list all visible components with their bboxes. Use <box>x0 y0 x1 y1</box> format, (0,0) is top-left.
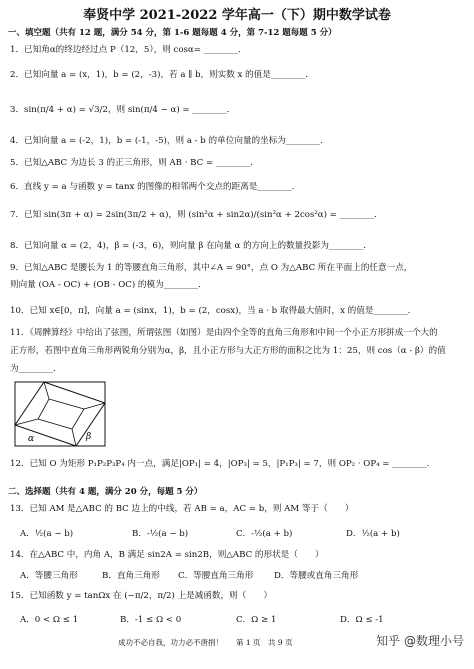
question-11-line1: 11．《周髀算经》中给出了弦图，所谓弦图（如图）是由四个全等的直角三角形和中间一个小正方形拼成一个大的 <box>10 328 438 338</box>
watermark: 知乎 @数理小号 <box>376 634 464 648</box>
question-7: 7．已知 sin(3π + α) = 2sin(3π/2 + α)，则 (sin²α + sin2α)/(sin²α + 2cos²α) = ________． <box>10 210 383 220</box>
question-15: 15．已知函数 y = tanΩx 在 (−π/2，π/2) 上是减函数，则（ ） <box>10 591 273 601</box>
question-13: 13．已知 AM 是△ABC 的 BC 边上的中线，若 AB = a，AC = b，则 AM 等于（ ） <box>10 504 354 514</box>
q14-option-b: B．直角三角形 <box>102 571 160 581</box>
question-1: 1．已知角α的终边经过点 P（12，5），则 cosα= ________． <box>10 45 247 55</box>
footer-motto: 成功不必自我，功力必不唐捐！ <box>118 638 223 647</box>
string-diagram-figure <box>14 381 106 447</box>
q14-option-c: C．等腰直角三角形 <box>178 571 254 581</box>
question-14: 14．在△ABC 中，内角 A，B 满足 sin2A = sin2B，则△ABC 的形状是（ ） <box>10 550 324 560</box>
question-5: 5．已知△ABC 为边长 3 的正三角形，则 AB · BC = ________． <box>10 158 259 168</box>
question-10: 10．已知 x∈[0，π]，向量 a = (sinx，1)，b = (2，cosx)，当 a · b 取得最大值时，x 的值是________． <box>10 306 417 316</box>
figure-label-beta: β <box>86 432 92 442</box>
q15-option-b: B．-1 ≤ Ω < 0 <box>120 615 182 625</box>
q13-option-a: A．½(a − b) <box>20 529 74 539</box>
question-6: 6．直线 y = a 与函数 y = tanx 的图像的相邻两个交点的距离是________． <box>10 182 301 192</box>
question-11-line2: 正方形，若图中直角三角形两锐角分别为α，β，且小正方形与大正方形的面积之比为 1：25，则 cos（α - β）的值 <box>10 346 446 356</box>
question-8: 8．已知向量 α = (2，4)，β = (-3，6)，则向量 β 在向量 α 的方向上的数量投影为________． <box>10 241 372 251</box>
q15-option-d: D．Ω ≤ -1 <box>340 615 384 625</box>
section-choice: 二、选择题（共有 4 题，满分 20 分，每题 5 分） <box>8 487 203 497</box>
question-4: 4．已知向量 a = (-2，1)，b = (-1，-5)，则 a - b 的单位向量的坐标为________． <box>10 136 329 146</box>
question-12: 12．已知 O 为矩形 P₁P₂P₃P₄ 内一点，满足|OP₁| = 4，|OP₃| = 5，|P₁P₃| = 7，则 OP₂ · OP₄ = ________． <box>10 459 436 469</box>
q15-option-c: C．Ω ≥ 1 <box>236 615 277 625</box>
q14-option-d: D．等腰或直角三角形 <box>274 571 359 581</box>
page-number: 第 1 页 共 9 页 <box>236 638 293 647</box>
figure-label-alpha: α <box>28 434 35 444</box>
q15-option-a: A．0 < Ω ≤ 1 <box>20 615 79 625</box>
question-9-line2: 则向量 (OA - OC) + (OB - OC) 的模为________． <box>10 280 207 290</box>
question-2: 2．已知向量 a = (x，1)，b = (2，-3)，若 a ∥ b，则实数 x 的值是________． <box>10 70 314 80</box>
q13-option-b: B．-½(a − b) <box>132 529 189 539</box>
q13-option-c: C．-½(a + b) <box>236 529 293 539</box>
q14-option-a: A．等腰三角形 <box>20 571 78 581</box>
page-title: 奉贤中学 2021-2022 学年高一（下）期中数学试卷 <box>83 8 391 23</box>
question-11-line3: 为________． <box>10 364 62 374</box>
question-3: 3．sin(π/4 + α) = √3/2，则 sin(π/4 − α) = ________． <box>10 105 236 115</box>
q13-option-d: D．½(a + b) <box>346 529 400 539</box>
section-fill-in: 一、填空题（共有 12 题，满分 54 分，第 1-6 题每题 4 分，第 7-12 题每题 5 分） <box>8 28 337 38</box>
question-9-line1: 9．已知△ABC 是腰长为 1 的等腰直角三角形，其中∠A = 90°，点 O 为△ABC 所在平面上的任意一点， <box>10 263 413 273</box>
